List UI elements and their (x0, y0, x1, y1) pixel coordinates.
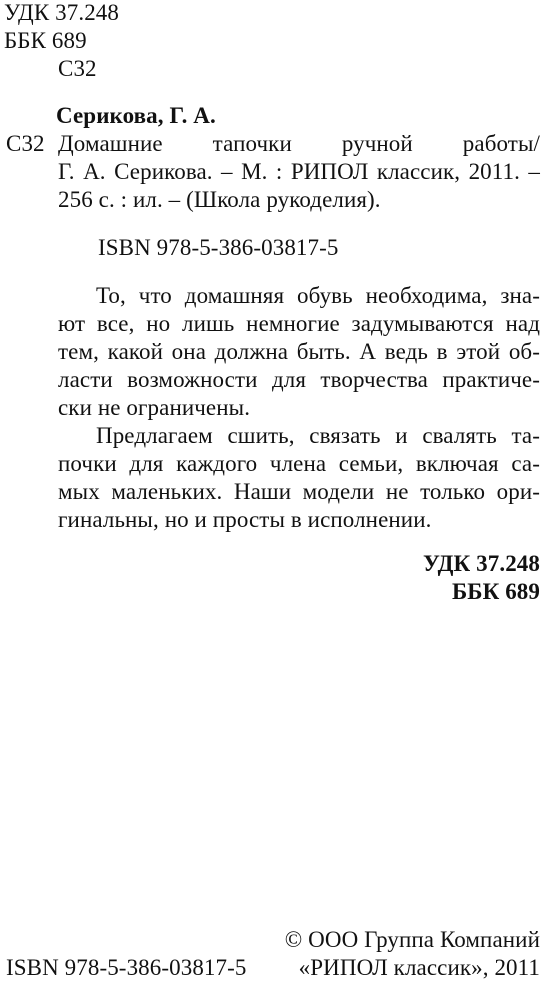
annotation-line-4: ласти возможности для творчества практиче- (58, 367, 540, 392)
top-udk-code: УДК 37.248 (4, 0, 119, 25)
entry-line-1: Домашние тапочки ручной работы/ (58, 131, 540, 156)
top-author-mark: С32 (58, 56, 97, 81)
annotation-line-2: ют все, но лишь немногие задумываются над (58, 311, 540, 336)
annotation-line-1: То, что домашняя обувь необходима, зна- (96, 283, 540, 308)
annotation-line-3: тем, какой она должна быть. А ведь в этой об- (58, 339, 540, 364)
annotation-line-8: мых маленьких. Наши модели не только ори- (58, 479, 540, 504)
annotation-line-5: ски не ограничены. (58, 395, 251, 420)
entry-line-3: 256 с. : ил. – (Школа рукоделия). (58, 187, 381, 212)
entry-line-2: Г. А. Серикова. – М. : РИПОЛ классик, 2011. – (58, 159, 540, 184)
bottom-bbk-code: ББК 689 (451, 579, 540, 604)
annotation-line-9: гинальны, но и просты в исполнении. (58, 507, 432, 532)
author-heading: Серикова, Г. А. (56, 103, 216, 128)
index-mark: С32 (6, 131, 45, 156)
top-bbk-code: ББК 689 (4, 28, 87, 53)
annotation-line-6: Предлагаем сшить, связать и свалять та- (96, 423, 540, 448)
footer-isbn: ISBN 978-5-386-03817-5 (6, 955, 247, 980)
card-isbn: ISBN 978-5-386-03817-5 (98, 235, 339, 260)
annotation-line-7: почки для каждого члена семьи, включая са- (58, 451, 540, 476)
copyright-line-2: «РИПОЛ классик», 2011 (298, 955, 540, 980)
bottom-udk-code: УДК 37.248 (422, 551, 540, 576)
copyright-line-1: © ООО Группа Компаний (284, 927, 540, 952)
